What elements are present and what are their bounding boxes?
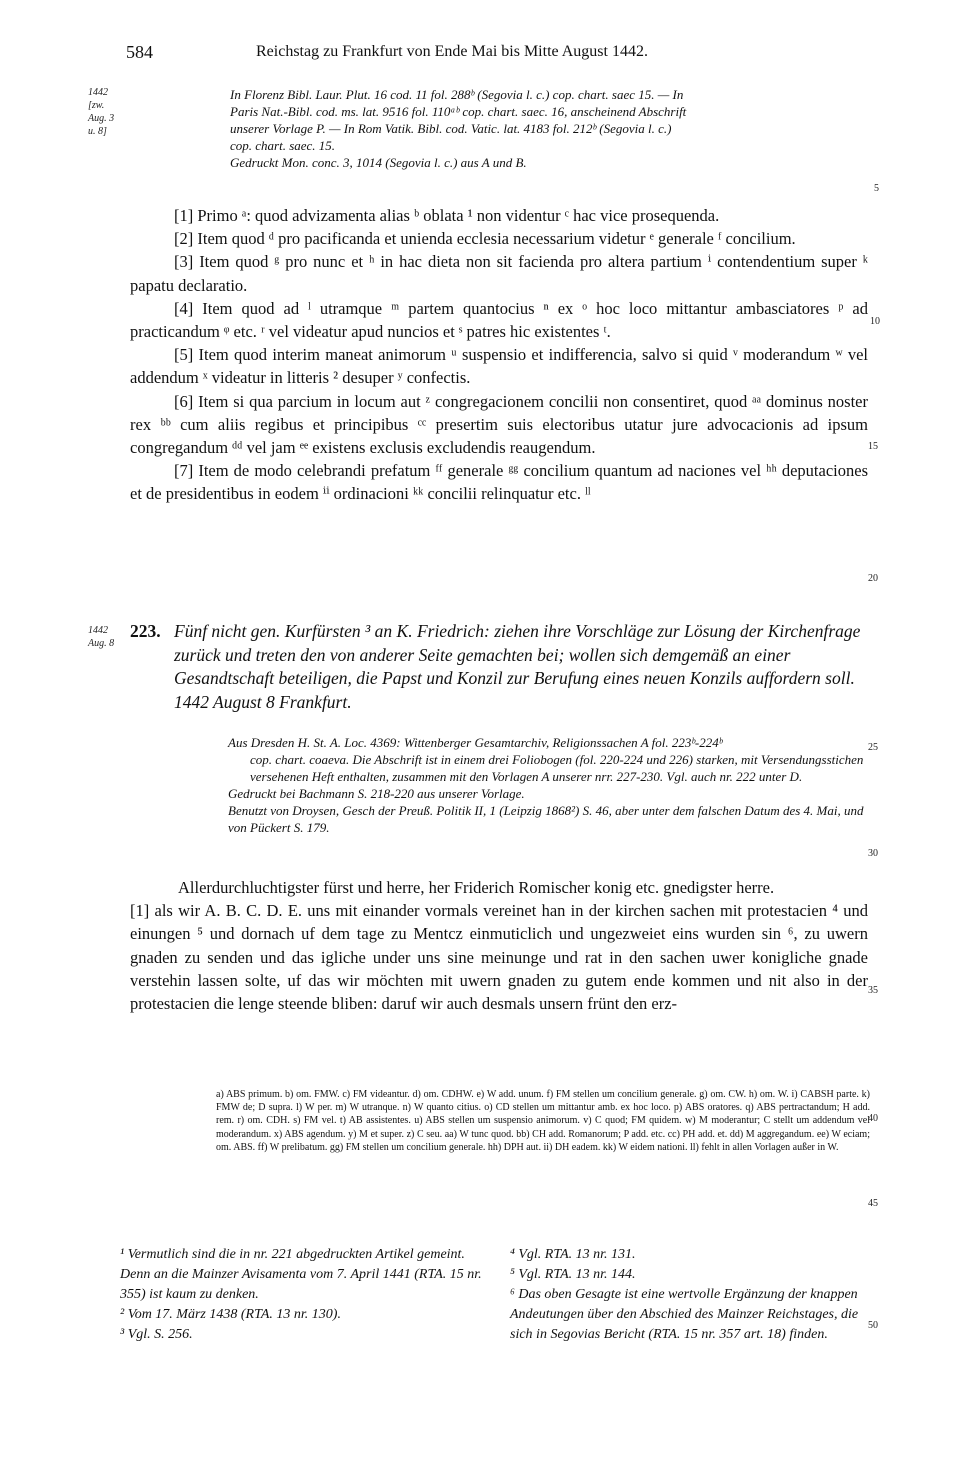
line-number: 25 bbox=[868, 742, 878, 753]
line-number: 20 bbox=[868, 573, 878, 584]
document-regest: Fünf nicht gen. Kurfürsten ³ an K. Friedrich: ziehen ihre Vorschläge zur Lösung der Kirchenfrage zurück und treten den von anderer Seite gemachten bei; wollen sich demgemäß an einer Gesandtschaft beteiligen, die Papst und Konzil zur Berufung eines neuen Konzils auffordern soll. 1442 August 8 Frankfurt. bbox=[174, 621, 861, 712]
margin-date-doc223 bbox=[88, 624, 114, 650]
article-2: [2] Item quod ᵈ pro pacificanda et unienda ecclesia necessarium videtur ᵉ generale ᶠ concilium. bbox=[174, 229, 796, 249]
source-line: unserer Vorlage P. — In Rom Vatik. Bibl. cod. Vatic. lat. 4183 fol. 212ᵇ (Segovia l. c.) bbox=[230, 121, 672, 136]
footnote: ⁵ Vgl. RTA. 13 nr. 144. bbox=[510, 1267, 636, 1282]
article-5: [5] Item quod interim maneat animorum ᵘ suspensio et indifferencia, salvo si quid ᵛ moderandum ʷ vel addendum ˣ videatur in litteris ² desuper ʸ confectis. bbox=[130, 345, 868, 388]
letter-body bbox=[130, 876, 868, 1015]
footnote: ⁶ Das oben Gesagte ist eine wertvolle Ergänzung der knappen Andeutungen über den Abschied des Mainzer Reichstages, die sich in Segovias Bericht (RTA. 15 nr. 357 art. 18) finden. bbox=[510, 1287, 859, 1342]
article-1: [1] Primo ᵃ: quod advizamenta alias ᵇ oblata ¹ non videntur ᶜ hac vice prosequenda. bbox=[174, 206, 720, 225]
line-number: 45 bbox=[868, 1198, 878, 1209]
source-note-222 bbox=[230, 86, 870, 171]
article-3: [3] Item quod ᵍ pro nunc et ʰ in hac dieta non sit facienda pro altera partium ⁱ contendentium super ᵏ papatu declaratio. bbox=[130, 252, 868, 295]
article-4: [4] Item quod ad ˡ utramque ᵐ partem quantocius ⁿ ex ᵒ hoc loco mittantur ambasciatores ᵖ ad practicandum ᵠ etc. ʳ vel videatur apud nuncios et ˢ patres hic existentes ᵗ. bbox=[130, 298, 868, 342]
source-line: cop. chart. saec. 15. bbox=[230, 138, 336, 153]
source-line: Gedruckt Mon. conc. 3, 1014 (Segovia l. c.) aus A und B. bbox=[230, 155, 527, 170]
line-number: 40 bbox=[868, 1113, 878, 1124]
footnote: ² Vom 17. März 1438 (RTA. 13 nr. 130). bbox=[120, 1307, 341, 1322]
critical-apparatus bbox=[216, 1088, 870, 1154]
running-title: Reichstag zu Frankfurt von Ende Mai bis Mitte August 1442. bbox=[256, 43, 648, 60]
letter-salutation: Allerdurchluchtigster fürst und herre, her Friderich Romischer konig etc. gnedigster herre. bbox=[178, 878, 775, 897]
apparatus-text: a) ABS primum. b) om. FMW. c) FM videantur. d) om. CDHW. e) W add. unum. f) FM stellen um concilium generale. g) om. CW. h) om. W. i) CABSH parte. k) FMW de; D supra. l) W per. m) W utranque. n) W quanto citius. o) CD stellen um mittantur amb. ex hoc loco. p) ABS oratores. q) ABS pertractandum; H add. rem. r) om. CDH. s) FM vel. t) AB assistentes. u) ABS stellen um suspensio animorum. v) C quod; FM quidem. w) M moderantur; C stellt um addendum vel moderandum. x) ABS agendum. y) M et super. z) C seu. aa) W tunc quod. bb) CH add. Romanorum; P add. etc. cc) PH add. et. dd) M aggregandum. ee) W eciam; om. ABS. ff) W prelibatum. gg) FM stellen um concilium generale. hh) DPH aut. ii) DH eadem. kk) W eidem nationi. ll) fehlt in allen Vorlagen außer in W. bbox=[216, 1089, 870, 1153]
margin-line: Aug. 8 bbox=[88, 638, 115, 649]
line-number: 30 bbox=[868, 848, 878, 859]
margin-line: 1442 bbox=[88, 625, 108, 636]
page-number: 584 bbox=[126, 42, 153, 62]
margin-line: 1442 bbox=[88, 87, 108, 98]
margin-line: u. 8] bbox=[88, 126, 107, 137]
line-number: 5 bbox=[874, 183, 879, 194]
articles-block bbox=[130, 204, 868, 506]
source-line: Gedruckt bei Bachmann S. 218-220 aus unserer Vorlage. bbox=[228, 786, 525, 801]
document-number: 223. bbox=[130, 621, 161, 641]
footnotes-right bbox=[510, 1245, 880, 1345]
source-line: Paris Nat.-Bibl. cod. ms. lat. 9516 fol. 110ᵃᵇ cop. chart. saec. 16, anscheinend Abschrift bbox=[230, 104, 687, 119]
line-number: 10 bbox=[870, 316, 880, 327]
margin-line: [zw. bbox=[88, 100, 105, 111]
footnote: ⁴ Vgl. RTA. 13 nr. 131. bbox=[510, 1247, 636, 1262]
source-note-223 bbox=[228, 734, 878, 836]
source-line: Aus Dresden H. St. A. Loc. 4369: Wittenberger Gesamtarchiv, Religionssachen A fol. 223ᵇ-224ᵇ bbox=[228, 735, 723, 750]
line-number: 15 bbox=[868, 441, 878, 452]
source-line: Benutzt von Droysen, Gesch der Preuß. Politik II, 1 (Leipzig 1868²) S. 46, aber unter dem falschen Datum des 4. Mai, und von Pückert S. 179. bbox=[228, 803, 864, 835]
footnote: ¹ Vermutlich sind die in nr. 221 abgedruckten Artikel gemeint. Denn an die Mainzer Avisamenta vom 7. April 1441 (RTA. 15 nr. 355) ist kaum zu denken. bbox=[120, 1247, 482, 1302]
article-6: [6] Item si qua parcium in locum aut ᶻ congregacionem concilii non consentiret, quod ᵃᵃ dominus noster rex ᵇᵇ cum aliis regibus et principibus ᶜᶜ presertim suis electoribus utatur jure advocacionis ad ipsum congregandum ᵈᵈ vel jam ᵉᵉ existens exclusis excludendis reaugendum. bbox=[130, 391, 868, 458]
article-7: [7] Item de modo celebrandi prefatum ᶠᶠ generale ᵍᵍ concilium quantum ad naciones vel ʰʰ deputaciones et de presidentibus in eodem ⁱⁱ ordinacioni ᵏᵏ concilii relinquatur etc. ˡˡ bbox=[130, 461, 868, 504]
margin-line: Aug. 3 bbox=[88, 113, 115, 124]
footnote: ³ Vgl. S. 256. bbox=[120, 1327, 193, 1342]
source-line: cop. chart. coaeva. Die Abschrift ist in einem drei Foliobogen (fol. 220-224 und 226) starken, mit Versendungsstichen versehenen Heft enthalten, zusammen mit den Vorlagen A unserer nrr. 227-230. Vgl. auch nr. 222 unter D. bbox=[250, 752, 864, 784]
line-number: 35 bbox=[868, 985, 878, 996]
footnotes-left bbox=[120, 1245, 482, 1345]
source-line: In Florenz Bibl. Laur. Plut. 16 cod. 11 fol. 288ᵇ (Segovia l. c.) cop. chart. saec 15. — In bbox=[230, 87, 684, 102]
letter-text: [1] als wir A. B. C. D. E. uns mit einander vormals vereinet han in der kirchen sachen mit protestacien ⁴ und einungen ⁵ und dornach uf dem tage zu Mentcz einmuticlich und ungezweiet eins wurden sin ⁶, zu uwern gnaden zu senden und das igliche under uns sine meinunge und rat in den sachen uwer konigliche gnade verstehin lassen solte, uf das wir möchten mit uwern gnaden zu gutem ende kommen und nit also in der protestacien die lenge steende bliben: daruf wir auch desmals unsern frünt den erz- bbox=[130, 901, 868, 1014]
margin-date-top bbox=[88, 86, 114, 138]
line-number: 50 bbox=[868, 1320, 878, 1331]
